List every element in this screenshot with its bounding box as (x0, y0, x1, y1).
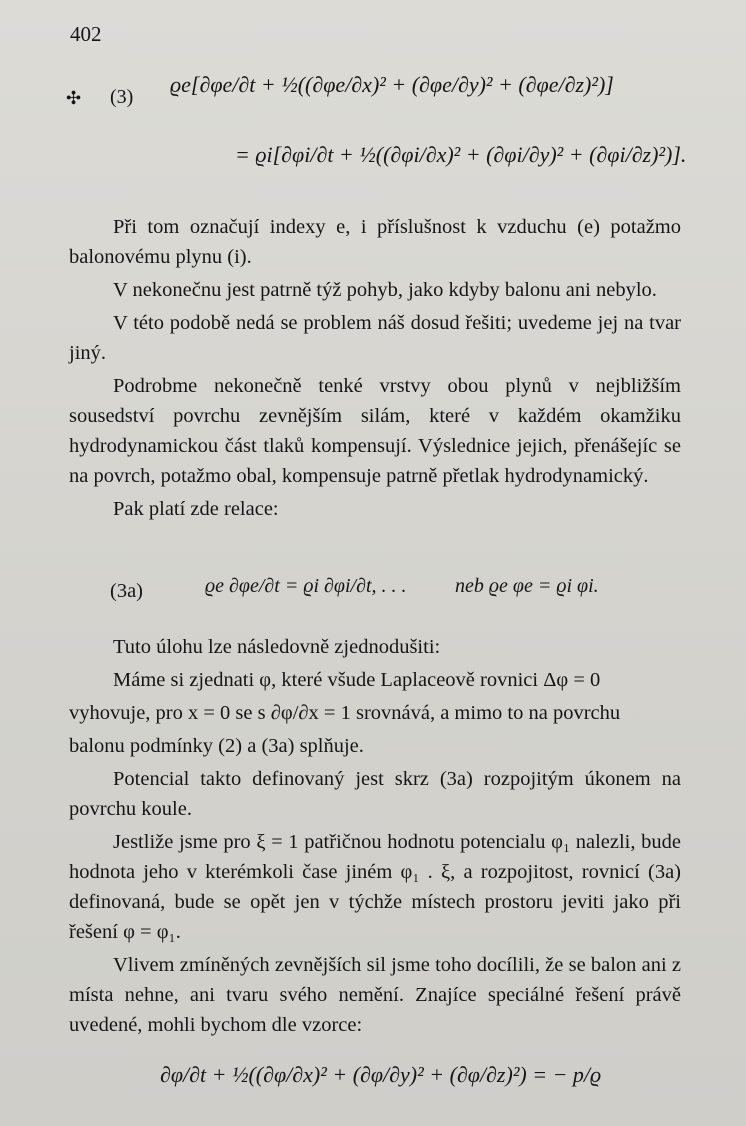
equation-3-line-1: ϱe[∂φe/∂t + ½((∂φe/∂x)² + (∂φe/∂y)² + (∂φe/∂z)²)] (170, 72, 614, 97)
paragraph: vyhovuje, pro x = 0 se s ∂φ/∂x = 1 srovnává, a mimo to na povrchu (69, 702, 621, 724)
body-text-2 (69, 632, 681, 1043)
paragraph: V této podobě nedá se problem náš dosud řešiti; uvedeme jej na tvar jiný. (69, 312, 681, 364)
equation-marker: ✣ (66, 88, 82, 108)
equation-3-line-2: = ϱi[∂φi/∂t + ½((∂φi/∂x)² + (∂φi/∂y)² + (∂φi/∂z)²)]. (235, 142, 687, 167)
equation-3-label: (3) (110, 86, 134, 108)
equation-3a-alt: neb ϱe φe = ϱi φi. (455, 575, 599, 597)
paragraph: Jestliže jsme pro ξ = 1 patřičnou hodnotu potencialu φ₁ nalezli, bude hodnota jeho v kterémkoli čase jiném φ₁ . ξ, a rozpojitost, rovnicí (3a) definovaná, bude se opět jen v týchže místech prostoru jeviti jako při řešení φ = φ₁. (69, 831, 681, 943)
page-number: 402 (70, 22, 102, 46)
paragraph: Tuto úlohu lze následovně zjednodušiti: (113, 636, 441, 658)
paragraph: Vlivem zmíněných zevnějších sil jsme toho docílili, že se balon ani z místa nehne, ani tvaru svého nemění. Znajíce speciálné řešení právě uvedené, mohli bychom dle vzorce: (69, 954, 681, 1036)
paragraph: Při tom označují indexy e, i příslušnost k vzduchu (e) potažmo balonovému plynu (i). (69, 216, 681, 268)
equation-3a-body: ϱe ∂φe/∂t = ϱi ∂φi/∂t, . . . (205, 575, 407, 597)
paragraph: V nekonečnu jest patrně týž pohyb, jako kdyby balonu ani nebylo. (113, 279, 657, 301)
paragraph: Máme si zjednati φ, které všude Laplaceově rovnici Δφ = 0 (113, 669, 601, 691)
paragraph: Pak platí zde relace: (113, 498, 279, 520)
paragraph: Podrobme nekonečně tenké vrstvy obou plynů v nejbližším sousedství povrchu zevnějším silám, které v každém okamžiku hydrodynamickou část tlaků kompensují. Výslednice jejich, přenášejíc se na povrch, potažmo obal, kompensuje patrně přetlak hydrodynamický. (69, 375, 681, 487)
final-equation: ∂φ/∂t + ½((∂φ/∂x)² + (∂φ/∂y)² + (∂φ/∂z)²) = − p/ϱ (160, 1062, 602, 1087)
paragraph: balonu podmínky (2) a (3a) splňuje. (69, 735, 364, 757)
paragraph: Potencial takto definovaný jest skrz (3a) rozpojitým úkonem na povrchu koule. (69, 768, 681, 820)
equation-3a-label: (3a) (110, 580, 144, 602)
body-text-1 (69, 212, 681, 527)
